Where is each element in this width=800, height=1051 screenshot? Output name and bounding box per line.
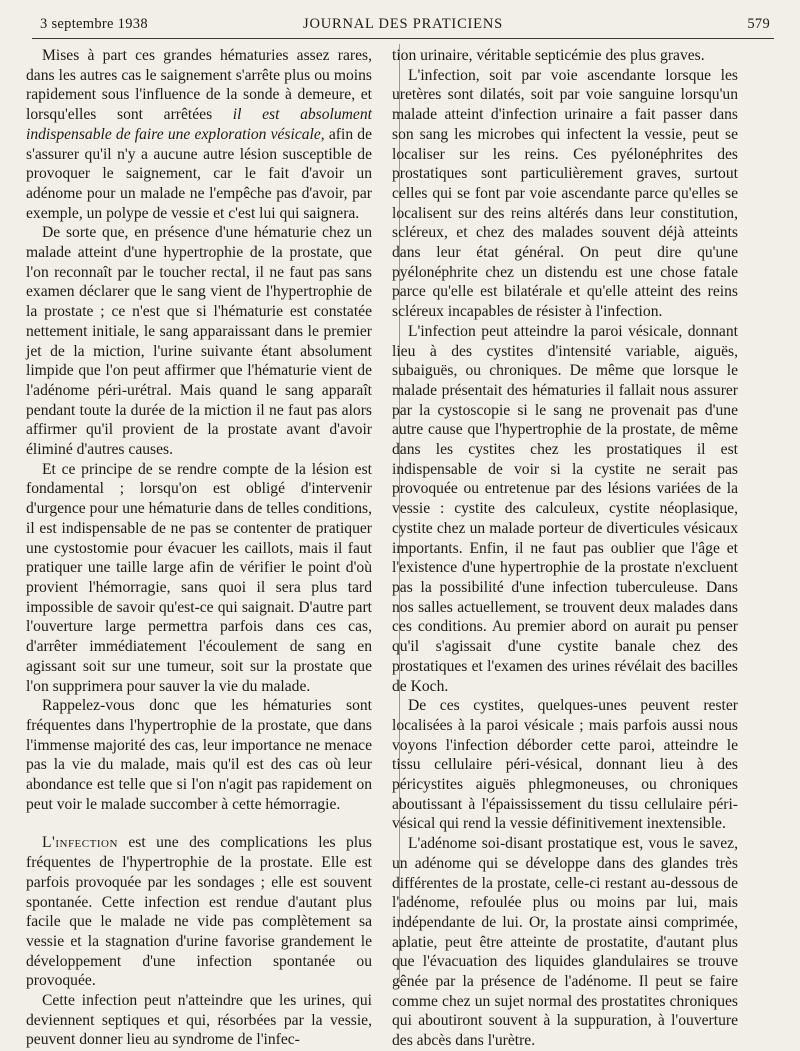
paragraph: L'infection peut atteindre la paroi vésicale, donnant lieu à des cystites d'intensité variable, aiguës, subaiguës, ou chroniques. De même que lorsque le malade présentait des hématuries il fallait nous assurer par la cystoscopie si le sang ne provenait pas d'une autre cause que l'hypertrophie de la prostate, de même dans les cystites chez les prostatiques il est indispensable de voir si la cystite ne serait pas provoquée ou entretenue par des lésions variées de la vessie : cystite des calculeux, cystite néoplasique, cystite chez un malade porteur de diverticules vésicaux importants. Enfin, il ne faut pas oublier que l'âge et l'existence d'une hypertrophie de la prostate n'excluent pas la possibilité d'une infection tuberculeuse. Dans nos salles actuellement, se trouvent deux malades dans ces conditions. Au premier abord on aurait pu penser qu'il s'agissait d'une cystite banale chez des prostatiques et l'examen des urines révélait des bacilles de Koch.: [392, 322, 738, 695]
right-column: [392, 46, 738, 1051]
paragraph: L'adénome soi-disant prostatique est, vous le savez, un adénome qui se développe dans des glandes très différentes de la prostate, celle-ci restant au-dessous de l'adénome, refoulée plus ou moins par lui, mais indépendante de lui. Or, la prostate ainsi comprimée, aplatie, peut être atteinte de prostatite, d'autant plus que l'évacuation des liquides glandulaires se trouve gênée par la présence de l'adénome. Il peut se faire comme chez un sujet normal des prostatites chroniques qui aboutiront souvent à la suppuration, à l'ouverture des abcès dans l'urètre.: [392, 835, 738, 1050]
left-column: [26, 46, 372, 1050]
paragraph: De sorte que, en présence d'une hématurie chez un malade atteint d'une hypertrophie de la prostate, que l'on reconnaît par le toucher rectal, il ne faut pas sans examen déclarer que le sang vient de l'hypertrophie de la prostate ; ce n'est que si l'hématurie est constatée nettement initiale, le sang apparaissant dans le premier jet de la miction, l'urine suivante étant absolument limpide que l'on peut affirmer que l'hématurie vient de l'adénome péri-urétral. Mais quand le sang apparaît pendant toute la durée de la miction il ne faut pas alors affirmer qu'il provient de la prostate avant d'avoir éliminé d'autres causes.: [26, 224, 372, 459]
paragraph: Cette infection peut n'atteindre que les urines, qui deviennent septiques et qui, résorbées par la vessie, peuvent donner lieu au syndrome de l'infec-: [26, 992, 372, 1049]
page-header: [32, 14, 774, 38]
paragraph: Et ce principe de se rendre compte de la lésion est fondamental ; lorsqu'on est obligé d'intervenir d'urgence pour une hématurie dans de telles conditions, il est indispensable de ne pas se contenter de pratiquer une cystostomie pour évacuer les caillots, mais il faut pratiquer une taille large afin de vérifier le point d'où provient l'hémorragie, sans quoi il sera plus tard impossible de savoir qu'est-ce qui saignait. D'autre part l'ouverture large permettra parfois dans ces cas, d'arrêter immédiatement l'écoulement de sang en agissant soit sur une tumeur, soit sur la prostate que l'on supprimera pour sauver la vie du malade.: [26, 460, 372, 695]
header-rule: [32, 38, 774, 39]
section-lead: L'infection: [42, 834, 118, 852]
issue-date: 3 septembre 1938: [40, 16, 148, 32]
paragraph: Rappelez-vous donc que les hématuries sont fréquentes dans l'hypertrophie de la prostate, que dans l'immense majorité des cas, leur importance ne menace pas la vie du malade, mais qu'il est des cas où leur abondance est telle que si l'on n'agit pas rapidement on peut voir le malade succomber à cette hémorragie.: [26, 697, 372, 813]
page-number: 579: [747, 16, 770, 32]
paragraph: L'infection, soit par voie ascendante lorsque les uretères sont dilatés, soit par voie sanguine lorsqu'un malade atteint d'infection urinaire a fait passer dans son sang les microbes qui infectent la vessie, peut se localiser sur les reins. Ces pyélonéphrites des prostatiques sont particulièrement graves, surtout celles qui se font par voie ascendante parce qu'elles se localisent sur des reins altérés dans leur constitution, scléreux, et chez des malades souvent déjà atteints dans leur état général. On peut dire qu'une pyélonéphrite chez un distendu est une chose fatale parce qu'elle est bilatérale et qu'elle atteint des reins scléreux incapables de résister à l'infection.: [392, 66, 738, 321]
paragraph: [26, 46, 372, 223]
text-run: Mises à part ces grandes hématuries assez rares, dans les autres cas le saignement s'arrête plus ou moins rapidement sous l'influence de la sonde à demeure, et lorsqu'elles sont arrêtées: [26, 47, 372, 124]
text-run: afin de s'assurer qu'il n'y a aucune autre lésion susceptible de provoquer le saignement, car le fait d'avoir un adénome pour un malade ne l'empêche pas d'avoir, par exemple, un polype de vessie et c'est lui qui saignera.: [26, 125, 372, 222]
paragraph: De ces cystites, quelques-unes peuvent rester localisées à la paroi vésicale ; mais parfois aussi nous voyons l'infection déborder cette paroi, atteindre le tissu cellulaire péri-vésical, donnant lieu à des péricystites aiguës phlegmoneuses, ou chroniques aboutissant à l'épaississement du tissu cellulaire péri-vésical qui rend la vessie définitivement inextensible.: [392, 697, 738, 833]
paragraph-infection: [26, 833, 372, 991]
journal-title: JOURNAL DES PRATICIENS: [303, 16, 503, 32]
text-run: est une des complications les plus fréquentes de l'hypertrophie de la prostate. Elle est parfois provoquée par les sondages ; elle est souvent spontanée. Cette infection est rendue d'autant plus facile que le malade ne vide pas complètement sa vessie et la stagnation d'urine favorise grandement le développement d'une infection spontanée ou provoquée.: [26, 834, 372, 990]
emphasis-text: il est absolument indispensable de faire une exploration vésicale,: [26, 106, 372, 143]
paragraph: tion urinaire, véritable septicémie des plus graves.: [392, 47, 705, 64]
